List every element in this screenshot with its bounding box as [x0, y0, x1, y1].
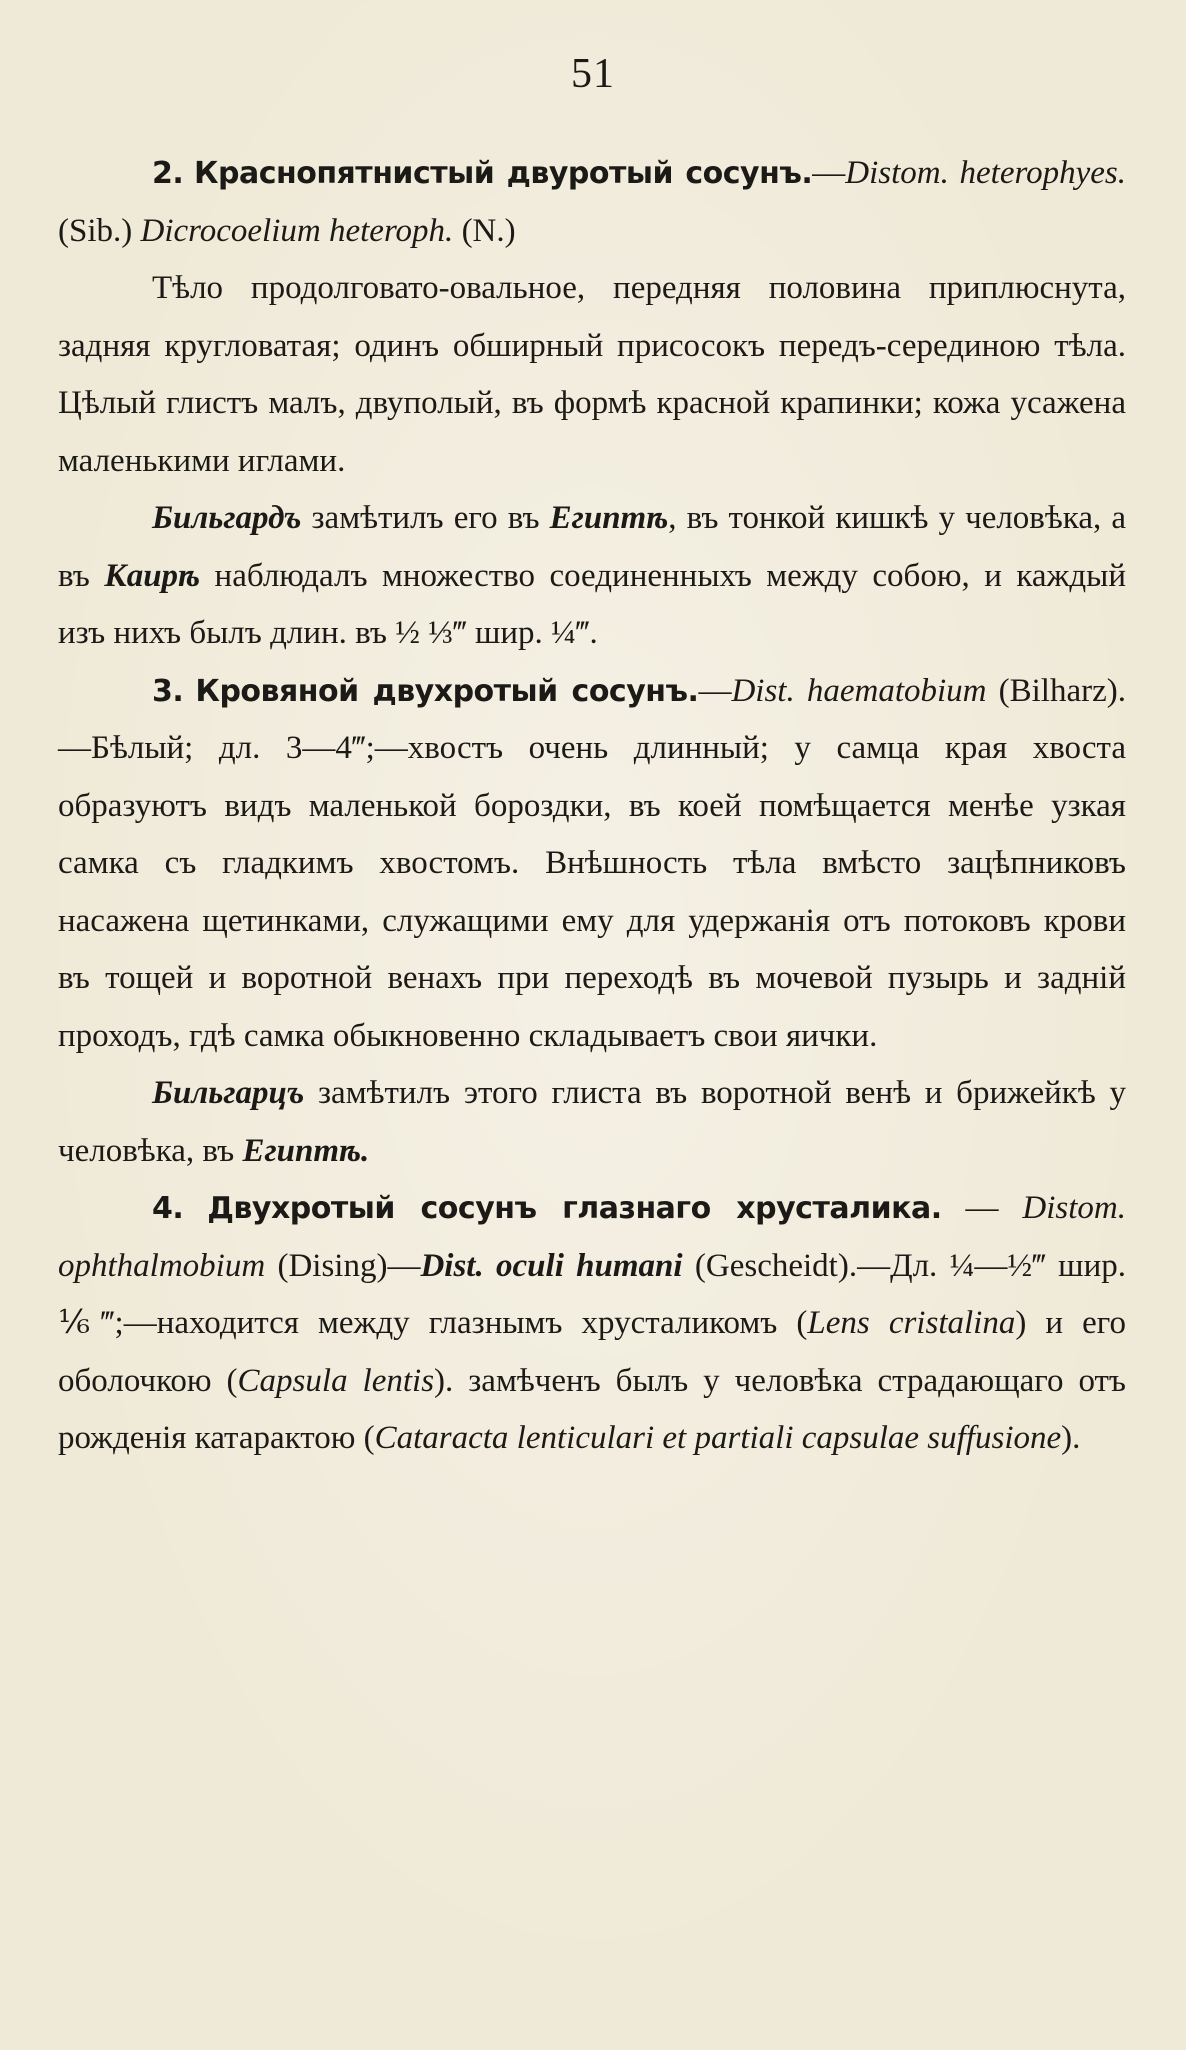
- latin-name: Distom. heterophyes.: [845, 155, 1127, 191]
- page-number: 51: [571, 51, 615, 97]
- latin-term: Cataracta lenticulari et partiali capsulae suffusione: [374, 1420, 1062, 1456]
- place-name: Каирѣ: [104, 557, 201, 594]
- latin-name-alt: Dicrocoelium heteroph.: [140, 212, 454, 249]
- latin-term: Lens cristalina: [807, 1305, 1016, 1341]
- place-name: Египтѣ.: [242, 1132, 370, 1169]
- body-text: (Gescheidt).—Дл. ¼—½‴ шир. ⅙‴;—находится между глазнымъ хрусталикомъ (: [58, 1247, 1126, 1341]
- description-paragraph: Тѣло продолговато-овальное, передняя половина приплюснута, задняя кругловатая; одинъ обширный присосокъ передъ-серединою тѣла. Цѣлый глистъ малъ, двуполый, въ формѣ красной крапинки; кожа усажена маленькими иглами.: [58, 270, 1126, 479]
- heading-name: Двухротый сосунъ глазнаго хрусталика.: [207, 1191, 942, 1226]
- separator: —: [941, 1190, 1023, 1226]
- heading-name: Кровяной двухротый сосунъ.: [195, 673, 699, 709]
- heading-number: 4.: [152, 1191, 184, 1226]
- latin-name-alt: Dist. oculi humani: [420, 1247, 683, 1284]
- heading-name: Краснопятнистый двуротый сосунъ.: [193, 156, 813, 191]
- author-ref: (Dising)—: [265, 1247, 421, 1284]
- body-text: ) и его оболочкою (: [58, 1305, 1126, 1399]
- page-content: [58, 145, 1126, 1468]
- body-text: ). замѣченъ былъ у человѣка страдающаго отъ рожденія катарактою (: [58, 1362, 1126, 1456]
- heading-number: 3.: [152, 673, 184, 709]
- author-ref: (Sib.): [58, 212, 141, 249]
- body-text: , въ тонкой кишкѣ у человѣка, а въ: [58, 500, 1126, 594]
- species-heading-4: [58, 1180, 1126, 1468]
- species-heading-2: [58, 145, 1126, 260]
- place-name: Египтѣ: [549, 500, 669, 536]
- body-text: ).: [1061, 1420, 1081, 1456]
- separator: —: [698, 672, 732, 709]
- body-text: наблюдалъ множество соединенныхъ между собою, и каждый изъ нихъ былъ длин. въ ½ ⅓‴ шир. ¼‴.: [58, 557, 1126, 651]
- body-text: замѣтилъ этого глиста въ воротной венѣ и брижейкѣ у человѣка, въ: [58, 1075, 1126, 1169]
- person-name: Бильгарцъ: [152, 1075, 305, 1111]
- heading-number: 2.: [152, 156, 184, 191]
- species-heading-3: [58, 663, 1126, 1066]
- observation-paragraph: [58, 490, 1126, 663]
- latin-name: Distom. ophthalmobium: [58, 1190, 1126, 1284]
- observation-paragraph: [58, 1065, 1126, 1180]
- author-ref-alt: (N.): [453, 212, 516, 249]
- body-text: (Bilharz).—Бѣлый; дл. 3—4‴;—хвостъ очень длинный; у самца края хвоста образуютъ видъ маленькой бороздки, въ коей помѣщается менѣе узкая самка съ гладкимъ хвостомъ. Внѣшность тѣла вмѣсто зацѣпниковъ насажена щетинками, служащими ему для удержанія отъ потоковъ крови въ тощей и воротной венахъ при переходѣ въ мочевой пузырь и заднiй проходъ, гдѣ самка обыкновенно складываетъ свои яички.: [58, 672, 1126, 1054]
- latin-term: Capsula lentis: [237, 1362, 435, 1399]
- latin-name: Dist. haematobium: [731, 672, 987, 709]
- separator: —: [812, 155, 846, 191]
- body-text: замѣтилъ его въ: [301, 500, 550, 536]
- person-name: Бильгардъ: [152, 500, 302, 536]
